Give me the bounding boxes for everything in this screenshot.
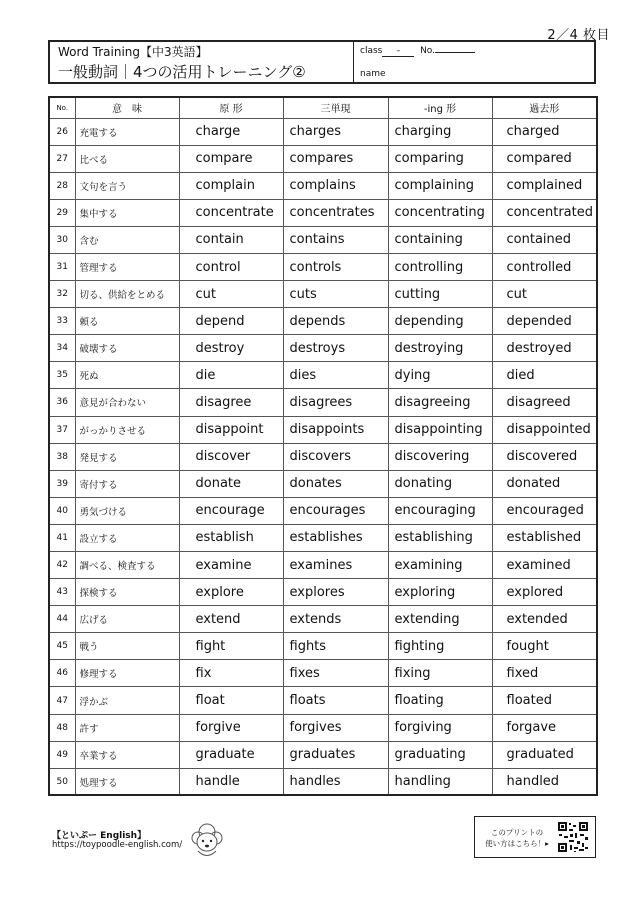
- no-blank: [435, 52, 475, 53]
- third-person-form-cell: dies: [283, 362, 388, 389]
- table-row: [49, 524, 597, 551]
- base-form-cell: encourage: [179, 497, 283, 524]
- base-form-cell: handle: [179, 768, 283, 795]
- worksheet-subtitle: Word Training【中3英語】: [58, 45, 208, 59]
- site-url-link[interactable]: https://toypoodle-english.com/: [52, 840, 183, 850]
- brand-name: 【といぷー English】: [52, 831, 147, 841]
- past-form-cell: concentrated: [492, 199, 597, 226]
- meaning-cell: 修理する: [75, 660, 179, 687]
- table-row: [49, 145, 597, 172]
- class-number-line: [360, 46, 475, 57]
- class-blank: -: [382, 46, 414, 57]
- ing-form-cell: disagreeing: [388, 389, 492, 416]
- third-person-form-cell: destroys: [283, 335, 388, 362]
- meaning-cell: 発見する: [75, 443, 179, 470]
- ing-form-cell: disappointing: [388, 416, 492, 443]
- ing-form-cell: establishing: [388, 524, 492, 551]
- base-form-cell: extend: [179, 606, 283, 633]
- column-header-past: 過去形: [492, 97, 597, 118]
- table-row: [49, 768, 597, 795]
- qr-code-icon[interactable]: [557, 821, 589, 853]
- third-person-form-cell: floats: [283, 687, 388, 714]
- table-row: [49, 443, 597, 470]
- row-number: 37: [49, 416, 75, 443]
- base-form-cell: examine: [179, 552, 283, 579]
- row-number: 29: [49, 199, 75, 226]
- table-row: [49, 362, 597, 389]
- table-row: [49, 687, 597, 714]
- student-info-area: [354, 42, 594, 82]
- row-number: 40: [49, 497, 75, 524]
- base-form-cell: contain: [179, 226, 283, 253]
- base-form-cell: float: [179, 687, 283, 714]
- base-form-cell: die: [179, 362, 283, 389]
- third-person-form-cell: cuts: [283, 281, 388, 308]
- meaning-cell: 戦う: [75, 633, 179, 660]
- base-form-cell: complain: [179, 172, 283, 199]
- row-number: 35: [49, 362, 75, 389]
- past-form-cell: fixed: [492, 660, 597, 687]
- ing-form-cell: extending: [388, 606, 492, 633]
- past-form-cell: extended: [492, 606, 597, 633]
- page-number: 2／4 枚目: [547, 28, 610, 43]
- table-row: [49, 308, 597, 335]
- past-form-cell: donated: [492, 470, 597, 497]
- ing-form-cell: cutting: [388, 281, 492, 308]
- row-number: 49: [49, 741, 75, 768]
- ing-form-cell: destroying: [388, 335, 492, 362]
- past-form-cell: destroyed: [492, 335, 597, 362]
- row-number: 26: [49, 118, 75, 145]
- meaning-cell: 含む: [75, 226, 179, 253]
- table-header-row: [49, 97, 597, 118]
- ing-form-cell: exploring: [388, 579, 492, 606]
- ing-form-cell: depending: [388, 308, 492, 335]
- row-number: 46: [49, 660, 75, 687]
- third-person-form-cell: explores: [283, 579, 388, 606]
- header-title-area: [50, 42, 354, 82]
- table-row: [49, 226, 597, 253]
- meaning-cell: 死ぬ: [75, 362, 179, 389]
- third-person-form-cell: fights: [283, 633, 388, 660]
- third-person-form-cell: forgives: [283, 714, 388, 741]
- past-form-cell: compared: [492, 145, 597, 172]
- past-form-cell: explored: [492, 579, 597, 606]
- table-row: [49, 714, 597, 741]
- third-person-form-cell: concentrates: [283, 199, 388, 226]
- base-form-cell: compare: [179, 145, 283, 172]
- table-row: [49, 633, 597, 660]
- past-form-cell: established: [492, 524, 597, 551]
- no-label: No.: [420, 46, 436, 56]
- table-row: [49, 741, 597, 768]
- row-number: 34: [49, 335, 75, 362]
- meaning-cell: 勇気づける: [75, 497, 179, 524]
- third-person-form-cell: handles: [283, 768, 388, 795]
- past-form-cell: floated: [492, 687, 597, 714]
- meaning-cell: 切る、供給をとめる: [75, 281, 179, 308]
- row-number: 43: [49, 579, 75, 606]
- worksheet-title: 一般動詞｜4つの活用トレーニング②: [58, 63, 306, 81]
- meaning-cell: 充電する: [75, 118, 179, 145]
- base-form-cell: cut: [179, 281, 283, 308]
- usage-guide-link[interactable]: [474, 816, 596, 858]
- table-row: [49, 199, 597, 226]
- meaning-cell: 設立する: [75, 524, 179, 551]
- third-person-form-cell: extends: [283, 606, 388, 633]
- past-form-cell: cut: [492, 281, 597, 308]
- base-form-cell: forgive: [179, 714, 283, 741]
- ing-form-cell: dying: [388, 362, 492, 389]
- past-form-cell: controlled: [492, 253, 597, 280]
- past-form-cell: discovered: [492, 443, 597, 470]
- row-number: 38: [49, 443, 75, 470]
- ing-form-cell: forgiving: [388, 714, 492, 741]
- meaning-cell: 寄付する: [75, 470, 179, 497]
- meaning-cell: 破壊する: [75, 335, 179, 362]
- meaning-cell: 卒業する: [75, 741, 179, 768]
- table-row: [49, 660, 597, 687]
- meaning-cell: 許す: [75, 714, 179, 741]
- past-form-cell: disappointed: [492, 416, 597, 443]
- meaning-cell: 比べる: [75, 145, 179, 172]
- ing-form-cell: donating: [388, 470, 492, 497]
- ing-form-cell: examining: [388, 552, 492, 579]
- third-person-form-cell: establishes: [283, 524, 388, 551]
- past-form-cell: charged: [492, 118, 597, 145]
- base-form-cell: discover: [179, 443, 283, 470]
- row-number: 28: [49, 172, 75, 199]
- ing-form-cell: graduating: [388, 741, 492, 768]
- table-row: [49, 552, 597, 579]
- meaning-cell: 探検する: [75, 579, 179, 606]
- past-form-cell: contained: [492, 226, 597, 253]
- past-form-cell: graduated: [492, 741, 597, 768]
- column-header-meaning: 意 味: [75, 97, 179, 118]
- third-person-form-cell: compares: [283, 145, 388, 172]
- ing-form-cell: charging: [388, 118, 492, 145]
- third-person-form-cell: encourages: [283, 497, 388, 524]
- meaning-cell: がっかりさせる: [75, 416, 179, 443]
- third-person-form-cell: examines: [283, 552, 388, 579]
- class-label: class: [360, 46, 383, 56]
- past-form-cell: complained: [492, 172, 597, 199]
- row-number: 44: [49, 606, 75, 633]
- base-form-cell: donate: [179, 470, 283, 497]
- base-form-cell: fix: [179, 660, 283, 687]
- past-form-cell: handled: [492, 768, 597, 795]
- table-row: [49, 118, 597, 145]
- table-row: [49, 281, 597, 308]
- third-person-form-cell: charges: [283, 118, 388, 145]
- row-number: 31: [49, 253, 75, 280]
- third-person-form-cell: contains: [283, 226, 388, 253]
- base-form-cell: explore: [179, 579, 283, 606]
- past-form-cell: forgave: [492, 714, 597, 741]
- ing-form-cell: floating: [388, 687, 492, 714]
- poodle-mascot-icon: [186, 820, 228, 862]
- past-form-cell: depended: [492, 308, 597, 335]
- table-row: [49, 335, 597, 362]
- table-row: [49, 579, 597, 606]
- row-number: 45: [49, 633, 75, 660]
- row-number: 48: [49, 714, 75, 741]
- past-form-cell: fought: [492, 633, 597, 660]
- past-form-cell: examined: [492, 552, 597, 579]
- ing-form-cell: containing: [388, 226, 492, 253]
- column-header-ing: -ing 形: [388, 97, 492, 118]
- third-person-form-cell: disappoints: [283, 416, 388, 443]
- ing-form-cell: handling: [388, 768, 492, 795]
- base-form-cell: graduate: [179, 741, 283, 768]
- base-form-cell: fight: [179, 633, 283, 660]
- third-person-form-cell: donates: [283, 470, 388, 497]
- third-person-form-cell: discovers: [283, 443, 388, 470]
- third-person-form-cell: controls: [283, 253, 388, 280]
- ing-form-cell: complaining: [388, 172, 492, 199]
- base-form-cell: depend: [179, 308, 283, 335]
- third-person-form-cell: graduates: [283, 741, 388, 768]
- column-header-third-person: 三単現: [283, 97, 388, 118]
- meaning-cell: 頼る: [75, 308, 179, 335]
- base-form-cell: disappoint: [179, 416, 283, 443]
- worksheet-header: [48, 40, 596, 84]
- past-form-cell: disagreed: [492, 389, 597, 416]
- meaning-cell: 処理する: [75, 768, 179, 795]
- name-label: name: [360, 69, 386, 79]
- base-form-cell: control: [179, 253, 283, 280]
- row-number: 42: [49, 552, 75, 579]
- ing-form-cell: discovering: [388, 443, 492, 470]
- meaning-cell: 広げる: [75, 606, 179, 633]
- base-form-cell: establish: [179, 524, 283, 551]
- ing-form-cell: fighting: [388, 633, 492, 660]
- row-number: 32: [49, 281, 75, 308]
- table-row: [49, 470, 597, 497]
- meaning-cell: 文句を言う: [75, 172, 179, 199]
- base-form-cell: destroy: [179, 335, 283, 362]
- meaning-cell: 管理する: [75, 253, 179, 280]
- column-header-no: No.: [49, 97, 75, 118]
- row-number: 50: [49, 768, 75, 795]
- ing-form-cell: fixing: [388, 660, 492, 687]
- third-person-form-cell: depends: [283, 308, 388, 335]
- row-number: 33: [49, 308, 75, 335]
- ing-form-cell: controlling: [388, 253, 492, 280]
- third-person-form-cell: disagrees: [283, 389, 388, 416]
- base-form-cell: disagree: [179, 389, 283, 416]
- table-body: [49, 118, 597, 795]
- column-header-base: 原 形: [179, 97, 283, 118]
- ing-form-cell: encouraging: [388, 497, 492, 524]
- past-form-cell: died: [492, 362, 597, 389]
- ing-form-cell: concentrating: [388, 199, 492, 226]
- usage-guide-text: このプリントの 使い方はこちら！▸: [485, 828, 549, 848]
- table-row: [49, 497, 597, 524]
- base-form-cell: concentrate: [179, 199, 283, 226]
- row-number: 30: [49, 226, 75, 253]
- table-row: [49, 389, 597, 416]
- row-number: 36: [49, 389, 75, 416]
- table-row: [49, 253, 597, 280]
- row-number: 47: [49, 687, 75, 714]
- third-person-form-cell: complains: [283, 172, 388, 199]
- row-number: 41: [49, 524, 75, 551]
- third-person-form-cell: fixes: [283, 660, 388, 687]
- base-form-cell: charge: [179, 118, 283, 145]
- table-row: [49, 416, 597, 443]
- row-number: 39: [49, 470, 75, 497]
- meaning-cell: 集中する: [75, 199, 179, 226]
- past-form-cell: encouraged: [492, 497, 597, 524]
- ing-form-cell: comparing: [388, 145, 492, 172]
- meaning-cell: 意見が合わない: [75, 389, 179, 416]
- verb-conjugation-table: [48, 96, 598, 796]
- meaning-cell: 浮かぶ: [75, 687, 179, 714]
- meaning-cell: 調べる、検査する: [75, 552, 179, 579]
- row-number: 27: [49, 145, 75, 172]
- table-row: [49, 606, 597, 633]
- table-row: [49, 172, 597, 199]
